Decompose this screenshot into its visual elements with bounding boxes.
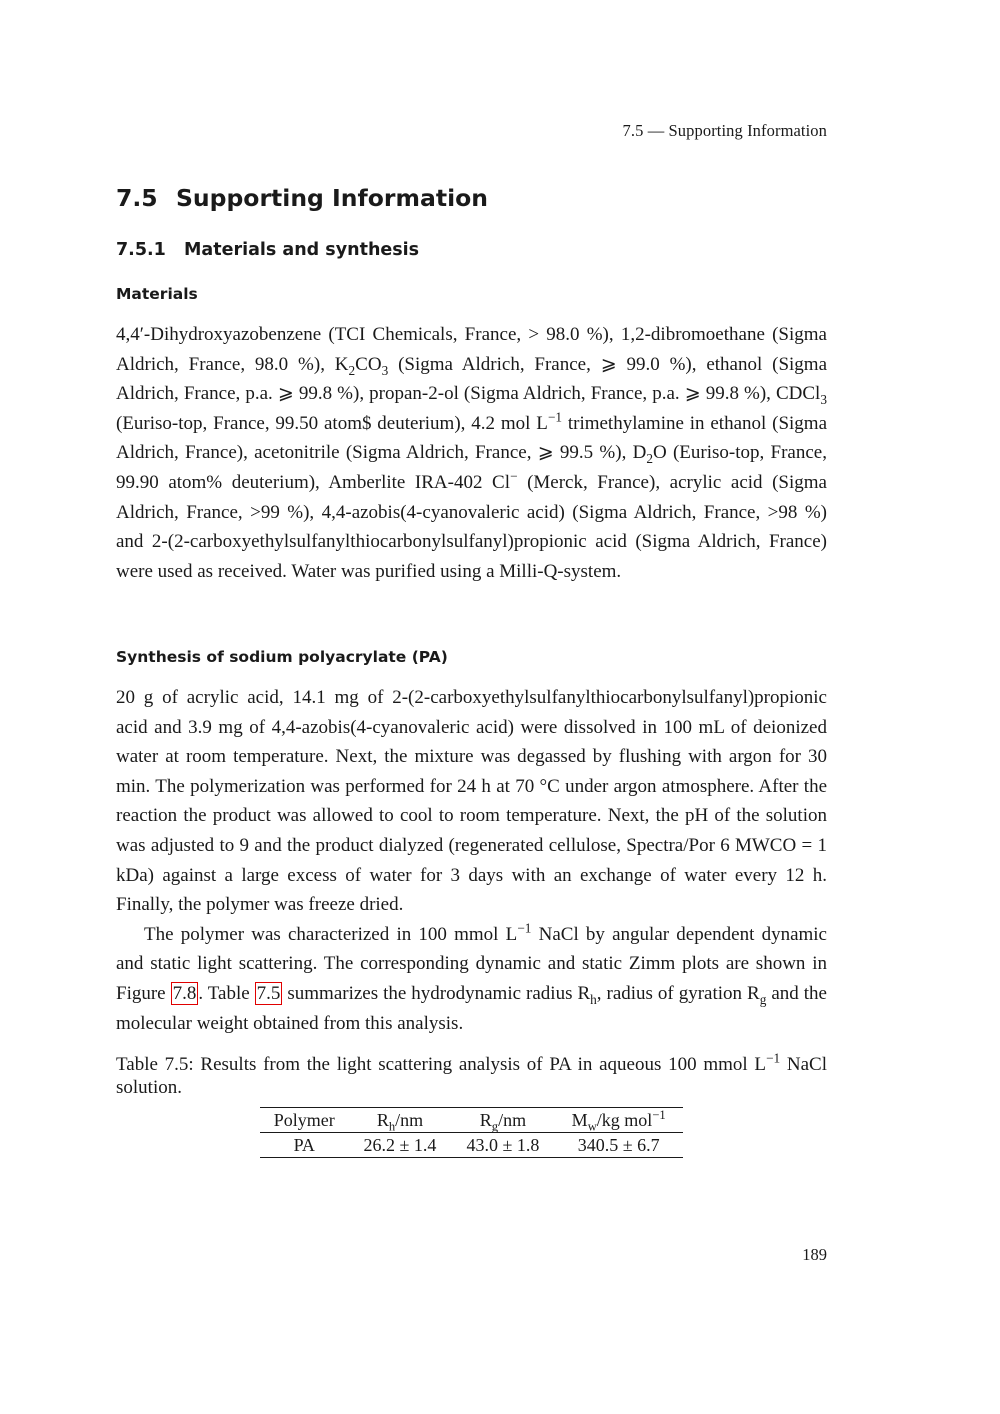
cell-mw: 340.5 ± 6.7 bbox=[577, 1135, 660, 1155]
table-caption: Table 7.5: Results from the light scattering analysis of PA in aqueous 100 mmol $L^{-1}$ NaCl solution. bbox=[116, 1050, 827, 1098]
page-number: 189 bbox=[802, 1245, 827, 1264]
materials-heading: Materials bbox=[116, 285, 198, 303]
cell-rg: 43.0 ± 1.8 bbox=[466, 1135, 540, 1155]
synthesis-heading: Synthesis of sodium polyacrylate (PA) bbox=[116, 648, 448, 666]
header-rg: $R_g/nm$ bbox=[479, 1110, 527, 1134]
cell-rh: 26.2 ± 1.4 bbox=[363, 1135, 437, 1155]
section-title-text: Supporting Information bbox=[176, 184, 488, 212]
running-head: 7.5 — Supporting Information bbox=[622, 121, 827, 140]
figure-reference-link[interactable]: 7.8 bbox=[172, 982, 197, 1004]
results-table bbox=[260, 1107, 683, 1158]
section-number: 7.5 bbox=[116, 184, 158, 212]
table-header-row bbox=[260, 1108, 683, 1133]
synthesis-paragraph-2: The polymer was characterized in 100 mmol $L^{-1}$ NaCl by angular dependent dynamic and static light scattering. The corresponding dynamic and static Zimm plots are shown in Figure 7.8 . Table 7.5 summarizes the hydrodynamic radius $R_h$, radius of gyration $R_g$ and the molecular weight obtained from this analysis. bbox=[116, 920, 827, 1034]
synthesis-body bbox=[116, 683, 827, 1038]
header-rh: $R_h/nm$ bbox=[376, 1110, 424, 1134]
section-title bbox=[116, 184, 488, 212]
synthesis-paragraph-1: 20 g of acrylic acid, 14.1 mg of 2-(2-carboxyethylsulfanylthiocarbonylsulfanyl)propionic acid and 3.9 mg of 4,4-azobis(4-cyanovaleric acid) were dissolved in 100 mL of deionized water at room temperature. Next, the mixture was degassed by flushing with argon for 30 min. The polymerization was performed for 24 h at 70 °C under argon atmosphere. After the reaction the product was allowed to cool to room temperature. Next, the pH of the solution was adjusted to 9 and the product dialyzed (regenerated cellulose, Spectra/Por 6 MWCO = 1 kDa) against a large excess of water for 3 days with an exchange of water every 12 h. Finally, the polymer was freeze dried. bbox=[116, 687, 827, 916]
header-mw: $M_w/kg$ mol$^{-1}$ bbox=[571, 1108, 666, 1134]
table-row bbox=[260, 1133, 683, 1158]
header-polymer: Polymer bbox=[273, 1110, 335, 1130]
subsection-title bbox=[116, 240, 419, 260]
materials-paragraph: 4,4′-Dihydroxyazobenzene (TCI Chemicals, France, > 98.0 %), 1,2-dibromoethane (Sigma Aldrich, France, 98.0 %), $K_2CO_3$ (Sigma Aldrich, France, ⩾ 99.0 %), ethanol (Sigma Aldrich, France, p.a. ⩾ 99.8 %), propan-2-ol (Sigma Aldrich, France, p.a. ⩾ 99.8 %), CDCl$_3$ (Euriso-top, France, 99.50 atom$ deuterium), 4.2 mol $L^{-1}$ trimethylamine in ethanol (Sigma Aldrich, France), acetonitrile (Sigma Aldrich, France, ⩾ 99.5 %), $D_2O$ (Euriso-top, France, 99.90 atom% deuterium), Amberlite IRA-402 Cl− (Merck, France), acrylic acid (Sigma Aldrich, France, >99 %), 4,4-azobis(4-cyanovaleric acid) (Sigma Aldrich, France, >98 %) and 2-(2-carboxyethylsulfanylthiocarbonylsulfanyl)propionic acid (Sigma Aldrich, France) were used as received. Water was purified using a Milli-Q-system. bbox=[116, 324, 828, 582]
subsection-title-text: Materials and synthesis bbox=[184, 240, 420, 260]
table-reference-link[interactable]: 7.5 bbox=[256, 982, 281, 1004]
subsection-number: 7.5.1 bbox=[116, 240, 166, 260]
cell-polymer: PA bbox=[293, 1135, 315, 1155]
